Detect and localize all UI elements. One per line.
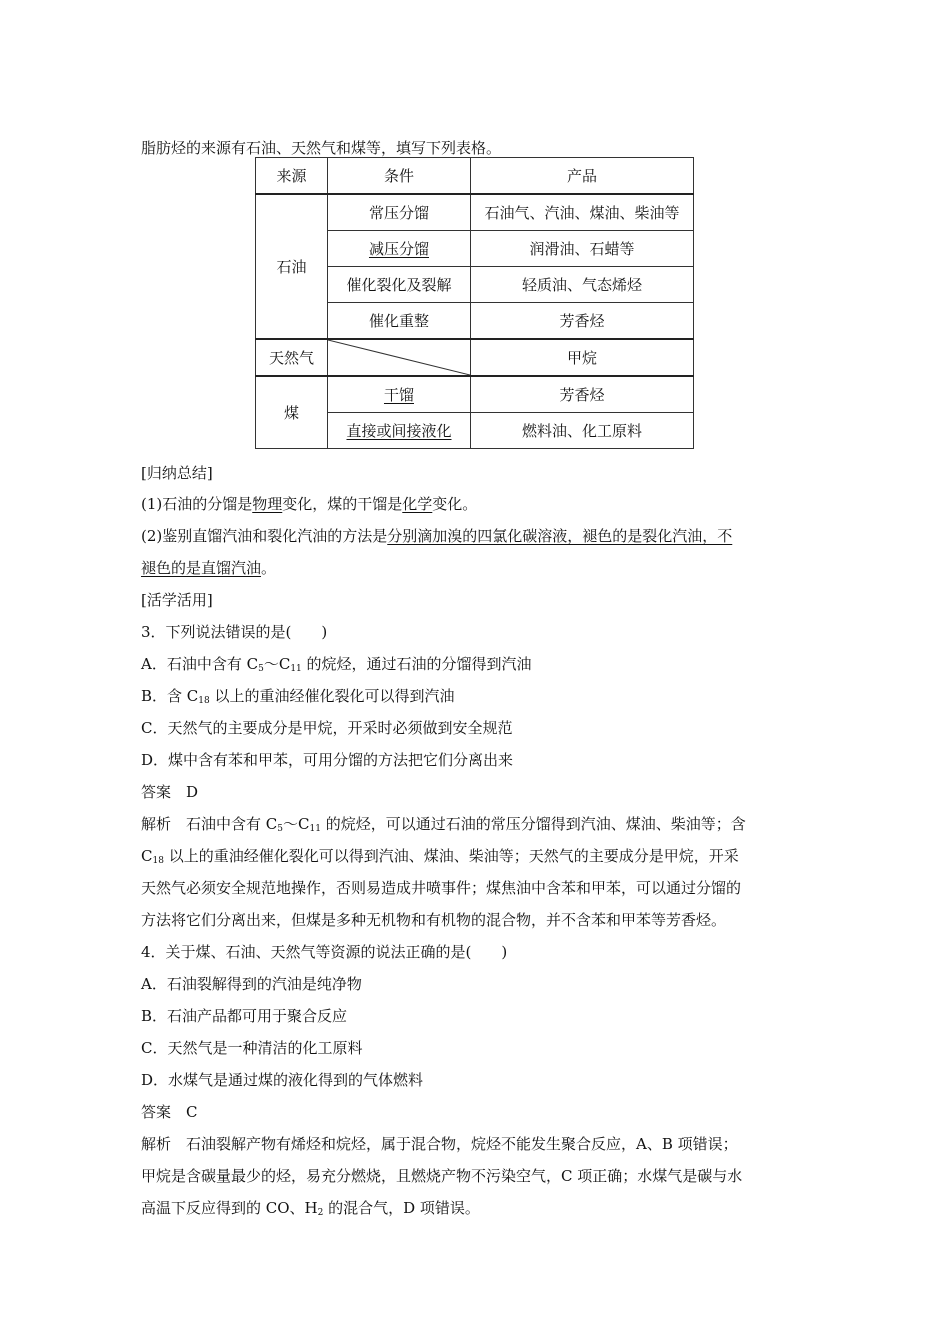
table-row <box>256 194 694 231</box>
question-3-explanation: 解析 石油中含有 $C_5\sim C_{11}$ 的烷烃，可以通过石油的常压分馏得到汽油、煤油、柴油等；含 <box>141 815 746 834</box>
summary-point-2: (2)鉴别直馏汽油和裂化汽油的方法是分别滴加溴的四氯化碳溶液，褪色的是裂化汽油，不 <box>141 527 733 545</box>
condition-cell: 催化重整 <box>328 303 471 340</box>
question-3-answer: 答案 D <box>141 783 199 801</box>
table-row <box>256 376 694 413</box>
source-natural-gas: 天然气 <box>256 339 328 376</box>
product-cell: 石油气、汽油、煤油、柴油等 <box>471 194 694 231</box>
condition-cell: 减压分馏 <box>368 240 429 258</box>
product-cell: 芳香烃 <box>471 376 694 413</box>
question-4-option-d: D．水煤气是通过煤的液化得到的气体燃料 <box>141 1071 424 1089</box>
intro-text: 脂肪烃的来源有石油、天然气和煤等，填写下列表格。 <box>141 139 502 157</box>
diagonal-line <box>328 340 470 375</box>
question-3-stem: 3．下列说法错误的是( ) <box>141 623 328 641</box>
question-4-explanation: 解析 石油裂解产物有烯烃和烷烃，属于混合物，烷烃不能发生聚合反应，A、B 项错误； <box>141 1135 738 1153</box>
summary-point-2-cont: 褪色的是直馏汽油。 <box>141 559 277 577</box>
question-4-answer: 答案 C <box>141 1103 198 1121</box>
product-cell: 润滑油、石蜡等 <box>471 231 694 267</box>
product-cell: 芳香烃 <box>471 303 694 340</box>
condition-cell: 直接或间接液化 <box>346 422 452 440</box>
summary-heading: [归纳总结] <box>141 464 213 482</box>
product-cell: 甲烷 <box>471 339 694 376</box>
question-3-explanation: $C_{18}$ 以上的重油经催化裂化可以得到汽油、煤油、柴油等；天然气的主要成分是甲烷，开采 <box>141 847 739 866</box>
answer-blank: 物理 <box>252 495 283 513</box>
question-4-stem: 4．关于煤、石油、天然气等资源的说法正确的是( ) <box>141 943 508 961</box>
header-condition: 条件 <box>328 158 471 195</box>
question-3-option-b: B．含 $C_{18}$ 以上的重油经催化裂化可以得到汽油 <box>141 687 455 706</box>
question-4-option-a: A．石油裂解得到的汽油是纯净物 <box>141 975 362 993</box>
question-4-option-c: C．天然气是一种清洁的化工原料 <box>141 1039 363 1057</box>
hydrocarbon-source-table <box>255 157 694 449</box>
question-3-option-c: C．天然气的主要成分是甲烷，开采时必须做到安全规范 <box>141 719 513 737</box>
product-cell: 轻质油、气态烯烃 <box>471 267 694 303</box>
question-4-explanation: 甲烷是含碳量最少的烃，易充分燃烧，且燃烧产物不污染空气，C 项正确；水煤气是碳与水 <box>141 1167 743 1185</box>
table-header-row <box>256 158 694 195</box>
answer-blank: 褪色的是直馏汽油 <box>141 559 262 577</box>
table-row <box>256 339 694 376</box>
practice-heading: [活学活用] <box>141 591 213 609</box>
question-3-option-d: D．煤中含有苯和甲苯，可用分馏的方法把它们分离出来 <box>141 751 514 769</box>
answer-blank: 分别滴加溴的四氯化碳溶液，褪色的是裂化汽油，不 <box>387 527 733 545</box>
question-3-explanation: 方法将它们分离出来，但煤是多种无机物和有机物的混合物，并不含苯和甲苯等芳香烃。 <box>141 911 727 929</box>
question-3-option-a: A．石油中含有 $C_5\sim C_{11}$ 的烷烃，通过石油的分馏得到汽油 <box>141 655 532 674</box>
product-cell: 燃料油、化工原料 <box>471 413 694 449</box>
condition-cell: 干馏 <box>383 386 414 404</box>
condition-cell: 催化裂化及裂解 <box>328 267 471 303</box>
summary-point-1: (1)石油的分馏是物理变化，煤的干馏是化学变化。 <box>141 495 478 513</box>
answer-blank: 化学 <box>402 495 433 513</box>
source-coal: 煤 <box>256 376 328 449</box>
condition-cell: 常压分馏 <box>328 194 471 231</box>
header-source: 来源 <box>256 158 328 195</box>
question-4-explanation: 高温下反应得到的 CO、$H_2$ 的混合气，D 项错误。 <box>141 1199 480 1218</box>
question-3-explanation: 天然气必须安全规范地操作，否则易造成井喷事件；煤焦油中含苯和甲苯，可以通过分馏的 <box>141 879 742 897</box>
question-4-option-b: B．石油产品都可用于聚合反应 <box>141 1007 348 1025</box>
header-product: 产品 <box>471 158 694 195</box>
source-petroleum: 石油 <box>256 194 328 339</box>
diagonal-empty-cell <box>328 339 471 376</box>
